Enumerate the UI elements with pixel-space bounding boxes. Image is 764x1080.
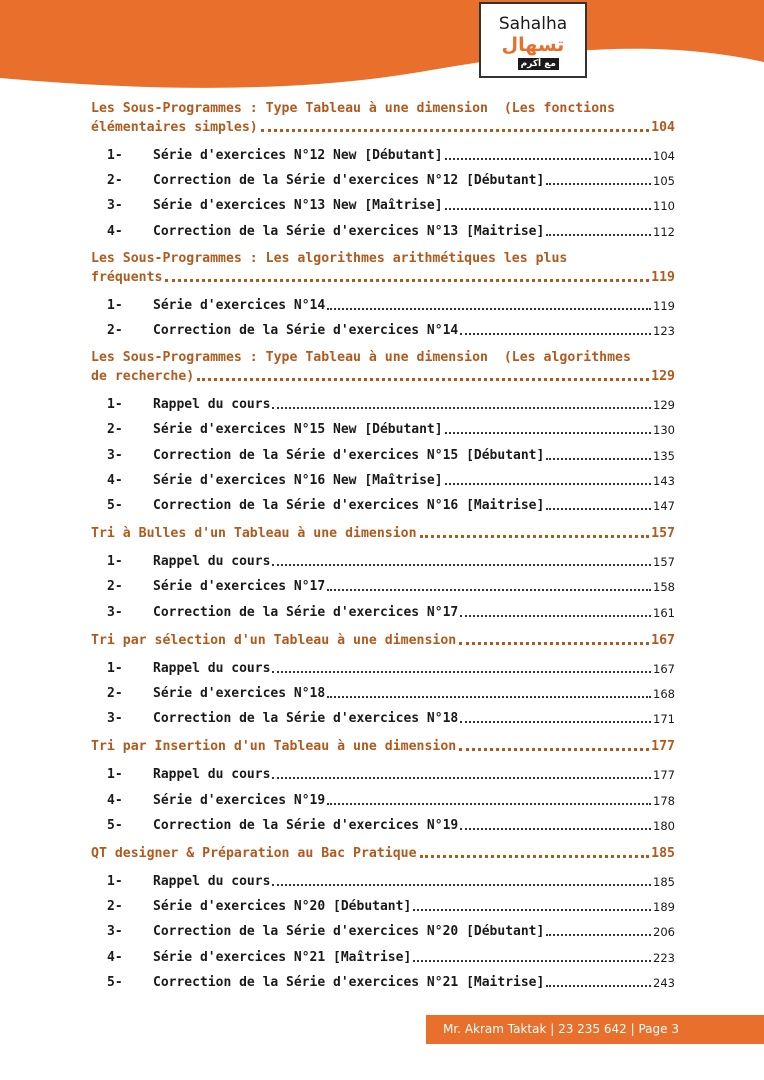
entry-page-number: 167 — [653, 661, 675, 676]
entry-number: 2- — [107, 422, 123, 438]
section-page-number: 129 — [651, 369, 675, 385]
logo-latin-text: Sahalha — [498, 14, 568, 34]
entry-number: 5- — [107, 974, 123, 990]
dot-leader — [445, 157, 651, 160]
dot-leader — [327, 802, 651, 805]
toc-entry — [107, 221, 675, 241]
entry-number: 1- — [107, 660, 123, 676]
entry-page-number: 147 — [653, 499, 675, 513]
entry-number: 2- — [107, 173, 123, 189]
dot-leader — [420, 534, 650, 538]
entry-number: 4- — [107, 792, 123, 808]
section-title — [91, 265, 675, 287]
dot-leader — [460, 614, 651, 617]
entry-title: Série d'exercices N°16 New [Maîtrise] — [153, 472, 443, 488]
entry-page-number: 112 — [653, 224, 675, 239]
toc-entry — [107, 972, 675, 992]
entry-number: 1- — [107, 874, 123, 889]
toc-entry — [107, 495, 675, 515]
brand-logo — [479, 2, 587, 78]
entry-page-number: 243 — [653, 975, 675, 990]
entry-page-number: 161 — [653, 605, 675, 620]
toc-entry — [107, 576, 675, 596]
dot-leader — [546, 457, 651, 460]
toc-entry — [107, 170, 675, 190]
entry-page-number: 206 — [653, 925, 675, 940]
entry-page-number: 158 — [653, 580, 675, 595]
entry-number: 2- — [107, 323, 123, 338]
dot-leader — [327, 588, 651, 591]
entry-title: Rappel du cours — [153, 874, 271, 889]
entry-page-number: 119 — [653, 298, 675, 313]
entry-number: 1- — [107, 767, 123, 783]
toc-entry — [107, 551, 675, 571]
entry-number: 3- — [107, 604, 123, 620]
section-page-number: 104 — [651, 120, 675, 135]
entry-title: Série d'exercices N°15 New [Débutant] — [153, 422, 443, 438]
section-title-text: Tri à Bulles d'un Tableau à une dimension — [91, 526, 417, 542]
entry-title: Correction de la Série d'exercices N°13 [Maitrise] — [153, 223, 545, 239]
entry-page-number: 110 — [653, 199, 675, 214]
entry-page-number: 180 — [653, 818, 675, 833]
dot-leader — [272, 406, 651, 409]
toc-entry — [107, 764, 675, 784]
logo-arabic-text: تسهال — [501, 34, 565, 56]
entry-title: Rappel du cours — [153, 554, 271, 570]
entry-title: Correction de la Série d'exercices N°21 [Maitrise] — [153, 974, 545, 990]
entry-title: Correction de la Série d'exercices N°16 [Maitrise] — [153, 498, 545, 513]
entry-title: Série d'exercices N°13 New [Maîtrise] — [153, 198, 443, 214]
toc-entry — [107, 145, 675, 165]
dot-leader — [445, 207, 651, 210]
entry-page-number: 177 — [653, 768, 675, 783]
entry-number: 2- — [107, 579, 123, 595]
entry-number: 1- — [107, 554, 123, 570]
section-title-text: de recherche) — [91, 369, 195, 385]
section-title — [91, 521, 675, 543]
section-title — [91, 115, 675, 137]
section-title-line: Les Sous-Programmes : Type Tableau à une dimension (Les fonctions — [91, 101, 616, 116]
section-title — [91, 841, 675, 863]
dot-leader — [272, 776, 651, 779]
entry-page-number: 143 — [653, 473, 675, 488]
section-title-text: QT designer & Préparation au Bac Pratique — [91, 846, 417, 861]
toc-entry — [107, 896, 675, 916]
entry-title: Correction de la Série d'exercices N°18 — [153, 711, 459, 727]
entry-page-number: 185 — [653, 875, 675, 889]
dot-leader — [546, 933, 651, 936]
entry-page-number: 157 — [653, 555, 675, 570]
toc-entry — [107, 295, 675, 315]
dot-leader — [327, 695, 651, 698]
entry-title: Correction de la Série d'exercices N°15 [Débutant] — [153, 447, 545, 463]
section-page-number: 185 — [651, 846, 675, 861]
dot-leader — [546, 984, 651, 987]
entry-page-number: 223 — [653, 950, 675, 965]
entry-number: 5- — [107, 498, 123, 513]
entry-page-number: 189 — [653, 900, 675, 915]
entry-number: 1- — [107, 397, 123, 413]
dot-leader — [459, 641, 649, 645]
entry-title: Série d'exercices N°14 — [153, 297, 326, 313]
entry-number: 5- — [107, 817, 123, 833]
entry-number: 3- — [107, 447, 123, 463]
entry-title: Série d'exercices N°18 — [153, 686, 326, 701]
section-title-text: fréquents — [91, 269, 163, 285]
dot-leader — [413, 908, 651, 911]
entry-title: Série d'exercices N°17 — [153, 579, 326, 595]
entry-title: Correction de la Série d'exercices N°12 [Débutant] — [153, 173, 545, 189]
toc-entry — [107, 320, 675, 340]
toc-entry — [107, 419, 675, 439]
entry-page-number: 104 — [653, 149, 675, 163]
entry-title: Correction de la Série d'exercices N°20 [Débutant] — [153, 924, 545, 940]
dot-leader — [413, 959, 651, 962]
section-page-number: 119 — [651, 269, 675, 285]
toc-entry — [107, 947, 675, 967]
entry-title: Correction de la Série d'exercices N°19 — [153, 817, 459, 833]
toc-entry — [107, 871, 675, 891]
dot-leader — [420, 854, 650, 858]
dot-leader — [327, 307, 651, 310]
entry-page-number: 135 — [653, 448, 675, 463]
entry-title: Série d'exercices N°21 [Maîtrise] — [153, 949, 412, 965]
section-title-text: Tri par Insertion d'un Tableau à une dimension — [91, 739, 457, 755]
section-page-number: 167 — [651, 632, 675, 648]
entry-page-number: 105 — [653, 174, 675, 189]
entry-page-number: 178 — [653, 793, 675, 808]
dot-leader — [459, 747, 649, 751]
dot-leader — [272, 670, 651, 673]
section-page-number: 177 — [651, 739, 675, 755]
entry-title: Série d'exercices N°12 New [Débutant] — [153, 148, 443, 163]
dot-leader — [445, 482, 651, 485]
dot-leader — [261, 128, 649, 132]
dot-leader — [165, 278, 649, 282]
dot-leader — [272, 883, 651, 886]
logo-tag: مع أكرم — [518, 58, 559, 70]
dot-leader — [460, 720, 651, 723]
entry-number: 3- — [107, 924, 123, 940]
header-banner — [0, 0, 764, 95]
dot-leader — [546, 182, 651, 185]
dot-leader — [460, 332, 651, 335]
dot-leader — [546, 507, 651, 510]
entry-number: 1- — [107, 148, 123, 163]
toc-entry — [107, 394, 675, 414]
entry-number: 4- — [107, 223, 123, 239]
entry-page-number: 123 — [653, 324, 675, 338]
toc-entry — [107, 708, 675, 728]
toc-entry — [107, 815, 675, 835]
toc-entry — [107, 445, 675, 465]
entry-number: 4- — [107, 949, 123, 965]
toc-entry — [107, 683, 675, 703]
entry-page-number: 168 — [653, 687, 675, 701]
section-title — [91, 734, 675, 756]
page-footer: Mr. Akram Taktak | 23 235 642 | Page 3 — [426, 1015, 764, 1044]
section-title — [91, 628, 675, 650]
entry-number: 2- — [107, 686, 123, 701]
toc-entry — [107, 658, 675, 678]
entry-title: Série d'exercices N°20 [Débutant] — [153, 899, 412, 915]
toc-entry — [107, 195, 675, 215]
entry-number: 2- — [107, 899, 123, 915]
toc-entry — [107, 790, 675, 810]
entry-page-number: 129 — [653, 398, 675, 413]
dot-leader — [546, 233, 651, 236]
dot-leader — [445, 431, 651, 434]
toc-entry — [107, 921, 675, 941]
section-page-number: 157 — [651, 526, 675, 542]
entry-title: Rappel du cours — [153, 397, 271, 413]
section-title-text: Tri par sélection d'un Tableau à une dimension — [91, 632, 457, 648]
dot-leader — [272, 563, 651, 566]
entry-number: 3- — [107, 198, 123, 214]
entry-title: Série d'exercices N°19 — [153, 792, 326, 808]
entry-page-number: 171 — [653, 712, 675, 727]
entry-title: Rappel du cours — [153, 767, 271, 783]
toc-entry — [107, 470, 675, 490]
entry-number: 4- — [107, 472, 123, 488]
entry-page-number: 130 — [653, 423, 675, 438]
dot-leader — [460, 827, 651, 830]
dot-leader — [197, 377, 649, 381]
section-title — [91, 364, 675, 386]
entry-number: 3- — [107, 711, 123, 727]
entry-number: 1- — [107, 297, 123, 313]
entry-title: Correction de la Série d'exercices N°14 — [153, 323, 459, 338]
section-title-line: Les Sous-Programmes : Type Tableau à une dimension (Les algorithmes — [91, 350, 631, 366]
section-title-line: Les Sous-Programmes : Les algorithmes arithmétiques les plus — [91, 250, 568, 266]
section-title-text: élémentaires simples) — [91, 120, 258, 135]
toc-entry — [107, 602, 675, 622]
entry-title: Rappel du cours — [153, 660, 271, 676]
entry-title: Correction de la Série d'exercices N°17 — [153, 604, 459, 620]
